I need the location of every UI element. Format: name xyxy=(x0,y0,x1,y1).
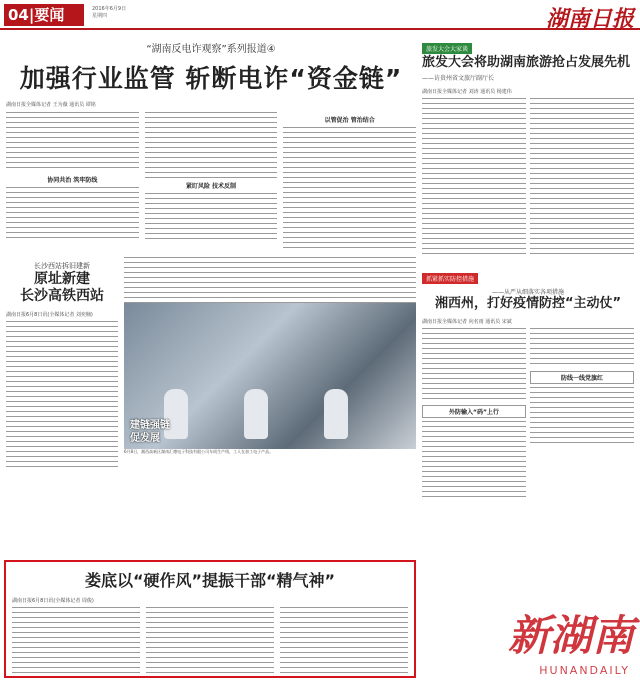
right-bottom-kicker: ——从严从细落实各项措施 xyxy=(491,289,564,296)
side-kicker: 长沙西站拆旧建新 xyxy=(34,262,90,270)
right-top-columns xyxy=(422,98,634,258)
right-content xyxy=(422,36,634,497)
feature-byline: 湖南日报全媒体记者 王为薇 通讯员 谭铭 xyxy=(6,102,96,108)
body-text-block xyxy=(6,187,139,241)
photo-worker xyxy=(324,389,348,439)
body-text-block xyxy=(145,193,278,241)
page-badge: 04|要闻 xyxy=(4,4,84,26)
body-text-block xyxy=(124,257,416,303)
body-text-block xyxy=(422,421,526,497)
feature-columns xyxy=(6,112,416,251)
body-text-block xyxy=(6,321,118,471)
feature-subhead-3: 以管促治 管治结合 xyxy=(324,117,375,124)
side-story xyxy=(6,257,118,471)
watermark-logo: 新湖南 xyxy=(507,611,634,660)
photo-worker xyxy=(244,389,268,439)
side-byline: 湖南日报6月8日讯(全媒体记者 刘奕楠) xyxy=(6,312,93,318)
watermark-subtitle: HUNANDAILY xyxy=(539,664,630,677)
side-headline: 原址新建 长沙高铁西站 xyxy=(20,271,104,304)
right-bottom-byline: 湖南日报全媒体记者 向名雨 通讯员 宋斌 xyxy=(422,319,512,325)
body-text-block xyxy=(283,127,416,251)
right-top-headline: 旅发大会将助湖南旅游抢占发展先机 xyxy=(422,55,631,70)
body-text-block xyxy=(12,607,140,675)
body-text-block xyxy=(6,112,139,172)
feature-headline: 加强行业监管 斩断电诈“资金链” xyxy=(19,64,403,93)
header-meta xyxy=(92,6,212,20)
feature-kicker: “湖南反电诈观察”系列报道④ xyxy=(146,44,276,55)
photo-block xyxy=(124,257,416,471)
body-text-block xyxy=(530,328,634,368)
right-top-byline: 湖南日报全媒体记者 刘涛 通讯员 杨建伟 xyxy=(422,89,512,95)
red-boxed-story xyxy=(4,560,416,678)
right-bottom-headline: 湘西州，打好疫情防控“主动仗” xyxy=(434,296,622,311)
subhead-party: 防线一线党旗红 xyxy=(530,371,634,384)
masthead-logo: 湖南日报 xyxy=(545,6,634,32)
red-columns xyxy=(6,604,414,678)
page-header xyxy=(0,0,640,30)
right-bottom-col-2 xyxy=(530,328,634,497)
feature-col-2 xyxy=(145,112,278,251)
subhead-code: 外防输入“码”上行 xyxy=(422,405,526,418)
section-label-tourism: 旅发大会大家谈 xyxy=(422,43,472,54)
left-content xyxy=(6,36,416,471)
photo-caption: 6月8日，湘西高新区湖南汇德电子科技有限公司车间生产线，工人在加工电子产品。 xyxy=(124,449,274,454)
mid-section xyxy=(6,257,416,471)
right-bottom xyxy=(422,266,634,497)
body-text-block xyxy=(280,607,408,675)
body-text-block xyxy=(422,98,526,258)
photo-title: 建链强链 促发展 xyxy=(130,420,170,444)
header-date: 2016年6月9日 xyxy=(92,6,127,12)
right-bottom-col-1 xyxy=(422,328,526,497)
feature-col-3 xyxy=(283,112,416,251)
red-byline: 湖南日报6月8日讯(全媒体记者 周俊) xyxy=(12,598,94,604)
right-top-sub: ——访贵州省文旅厅副厅长 xyxy=(422,75,495,82)
right-bottom-columns xyxy=(422,328,634,497)
feature-col-1 xyxy=(6,112,139,251)
red-headline: 娄底以“硬作风”提振干部“精气神” xyxy=(84,571,336,590)
body-text-block xyxy=(530,98,634,258)
feature-subhead-2: 紧盯风险 技术反制 xyxy=(185,183,237,190)
header-weekday: 星期四 xyxy=(92,13,108,19)
body-text-block xyxy=(146,607,274,675)
body-text-block xyxy=(422,328,526,402)
news-photo xyxy=(124,303,416,449)
body-text-block xyxy=(530,387,634,447)
feature-subhead-1: 协同共治 筑牢防线 xyxy=(47,177,98,184)
body-text-block xyxy=(145,112,278,178)
section-label-prevention: 抓紧抓实防控措施 xyxy=(422,273,478,284)
